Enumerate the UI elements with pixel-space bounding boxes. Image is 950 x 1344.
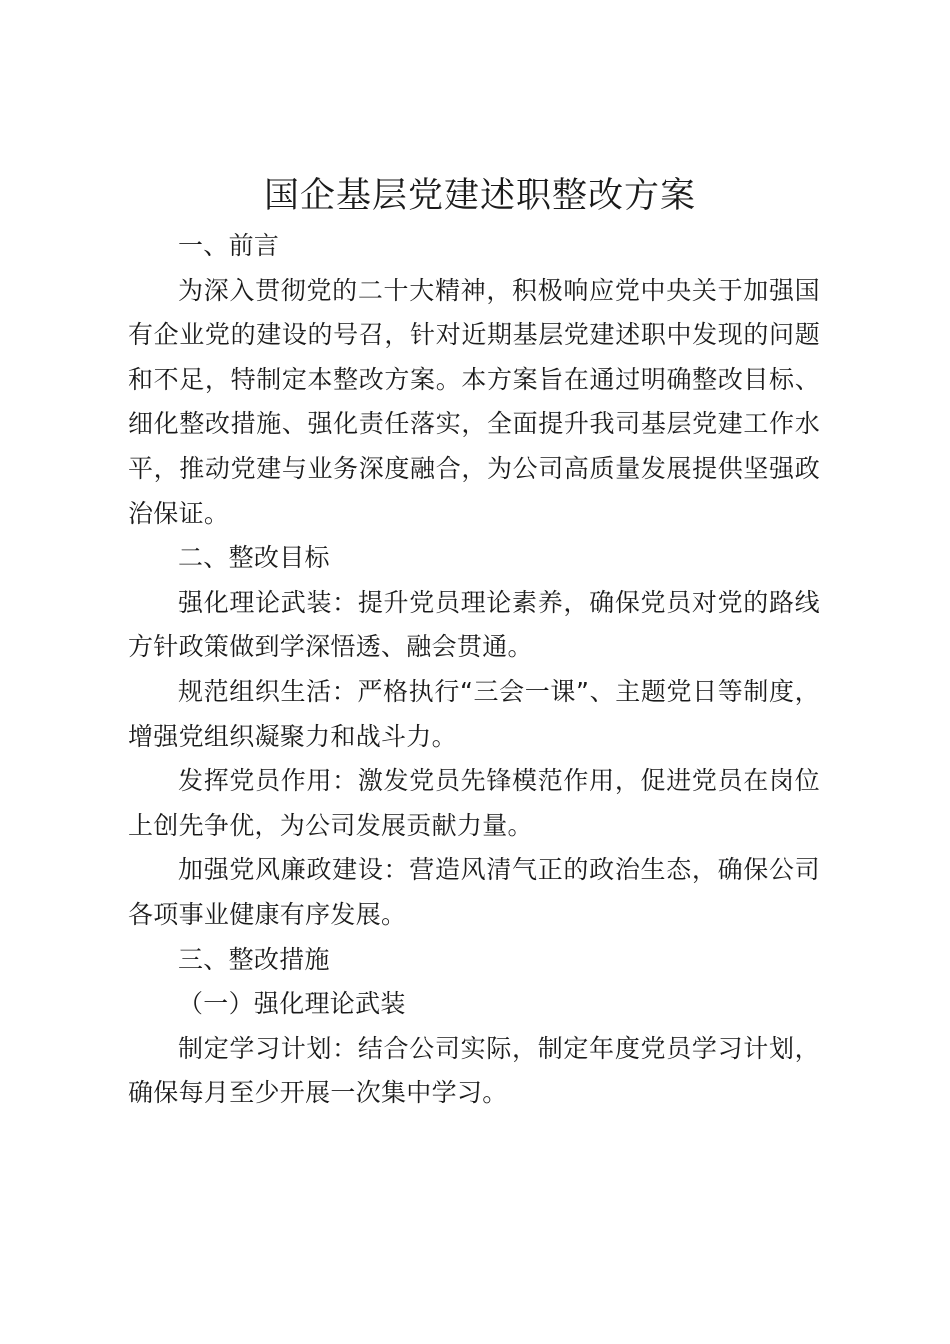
paragraph-goal-theory: 强化理论武装：提升党员理论素养，确保党员对党的路线方针政策做到学深悟透、融会贯通。 xyxy=(128,587,820,662)
section-heading-measures: 三、整改措施 xyxy=(178,944,330,974)
paragraph-preface: 为深入贯彻党的二十大精神，积极响应党中央关于加强国有企业党的建设的号召，针对近期基层党建述职中发现的问题和不足，特制定本整改方案。本方案旨在通过明确整改目标、细化整改措施、强化责任落实，全面提升我司基层党建工作水平，推动党建与业务深度融合，为公司高质量发展提供坚强政治保证。 xyxy=(128,275,820,528)
document-body xyxy=(128,224,820,1116)
paragraph-study-plan: 制定学习计划：结合公司实际，制定年度党员学习计划，确保每月至少开展一次集中学习。 xyxy=(128,1033,820,1108)
paragraph-goal-integrity: 加强党风廉政建设：营造风清气正的政治生态，确保公司各项事业健康有序发展。 xyxy=(128,855,820,929)
document-title: 国企基层党建述职整改方案 xyxy=(263,176,696,216)
subsection-heading-theory: （一）强化理论武装 xyxy=(178,989,406,1019)
paragraph-goal-organization: 规范组织生活：严格执行“三会一课”、主题党日等制度，增强党组织凝聚力和战斗力。 xyxy=(128,676,820,751)
section-heading-preface: 一、前言 xyxy=(178,231,280,260)
paragraph-goal-members: 发挥党员作用：激发党员先锋模范作用，促进党员在岗位上创先争优，为公司发展贡献力量。 xyxy=(128,766,820,840)
section-heading-goals: 二、整改目标 xyxy=(178,543,330,573)
